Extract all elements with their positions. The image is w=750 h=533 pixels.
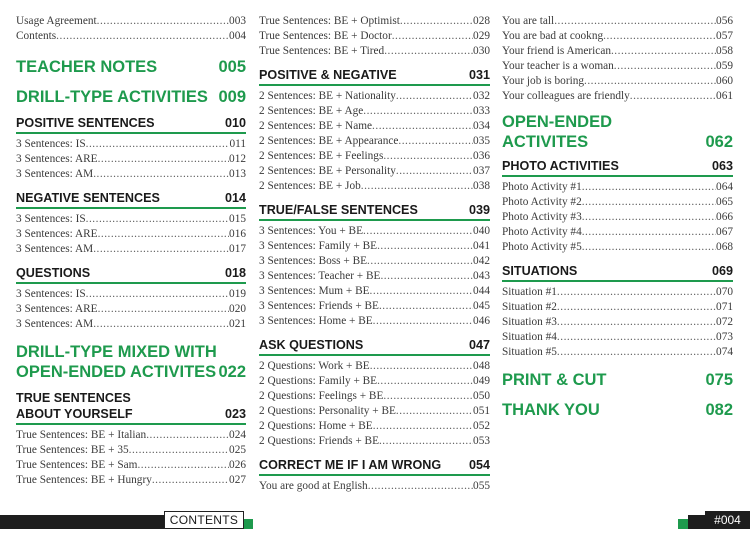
page-number: 020 — [229, 303, 246, 315]
dot-leader — [370, 359, 473, 374]
dot-leader — [377, 239, 473, 254]
dot-leader — [363, 224, 473, 239]
dot-leader — [379, 434, 473, 449]
dot-leader — [603, 29, 716, 44]
page-number: 051 — [473, 405, 490, 417]
toc-entry[interactable] — [259, 479, 490, 494]
entry-title: 3 Sentences: Friends + BE — [259, 300, 379, 312]
toc-entry[interactable] — [16, 302, 246, 317]
page-number: 058 — [716, 45, 733, 57]
dot-leader — [377, 374, 473, 389]
page-number: 010 — [224, 116, 246, 130]
toc-entry[interactable] — [502, 225, 733, 240]
toc-entry-usage-agreement[interactable] — [16, 14, 246, 29]
entry-title: 3 Sentences: AM — [16, 168, 94, 180]
section-true-false[interactable] — [259, 202, 490, 221]
toc-column-1 — [16, 14, 246, 488]
section-label: QUESTIONS — [16, 266, 91, 280]
heading-print-cut[interactable] — [502, 370, 733, 390]
page-number: 012 — [229, 153, 246, 165]
toc-entry[interactable] — [259, 434, 490, 449]
toc-entry[interactable] — [502, 300, 733, 315]
toc-entry[interactable] — [16, 473, 246, 488]
dot-leader — [98, 227, 229, 242]
section-label: TRUE SENTENCES ABOUT YOURSELF — [16, 391, 133, 421]
dot-leader — [379, 299, 473, 314]
section-photo-activities[interactable] — [502, 158, 733, 177]
dot-leader — [384, 44, 473, 59]
entry-title: Situation #2 — [502, 301, 557, 313]
page-number: 004 — [229, 30, 246, 42]
entry-title: 2 Questions: Home + BE — [259, 420, 373, 432]
dot-leader — [363, 104, 473, 119]
toc-entry[interactable] — [259, 14, 490, 29]
heading-open-ended[interactable] — [502, 112, 733, 152]
dot-leader — [396, 164, 473, 179]
section-label: POSITIVE & NEGATIVE — [259, 68, 397, 82]
entry-title: Your friend is American — [502, 45, 611, 57]
entry-title: 2 Sentences: BE + Age — [259, 105, 364, 117]
toc-entry[interactable] — [16, 137, 246, 152]
toc-entry[interactable] — [259, 404, 490, 419]
toc-entry[interactable] — [259, 359, 490, 374]
dot-leader — [611, 44, 716, 59]
page-number: 072 — [716, 316, 733, 328]
page-number: 037 — [473, 165, 490, 177]
toc-entry[interactable] — [259, 239, 490, 254]
dot-leader — [392, 29, 473, 44]
entry-title: Your colleagues are friendly — [502, 90, 630, 102]
dot-leader — [361, 179, 473, 194]
page-number: 064 — [716, 181, 733, 193]
dot-leader — [380, 269, 473, 284]
entry-title: 2 Questions: Personality + BE — [259, 405, 396, 417]
page-number: 069 — [711, 264, 733, 278]
entry-title: 2 Questions: Work + BE — [259, 360, 370, 372]
entry-title: Your teacher is a woman — [502, 60, 614, 72]
dot-leader — [93, 317, 229, 332]
heading-label: DRILL-TYPE MIXED WITH OPEN-ENDED ACTIVITES — [16, 343, 217, 381]
toc-entry[interactable] — [502, 14, 733, 29]
toc-entry-contents[interactable] — [16, 29, 246, 44]
page-number: 059 — [716, 60, 733, 72]
entry-title: True Sentences: BE + Italian — [16, 429, 147, 441]
toc-entry[interactable] — [16, 152, 246, 167]
entry-title: 3 Sentences: IS — [16, 213, 86, 225]
page-number: 027 — [229, 474, 246, 486]
toc-entry[interactable] — [259, 29, 490, 44]
toc-entry[interactable] — [259, 269, 490, 284]
page-number: 043 — [473, 270, 490, 282]
entry-title: Usage Agreement — [16, 15, 97, 27]
toc-entry[interactable] — [502, 74, 733, 89]
dot-leader — [129, 443, 229, 458]
page-number: 068 — [716, 241, 733, 253]
section-label: PHOTO ACTIVITIES — [502, 159, 619, 173]
toc-column-3 — [502, 14, 733, 420]
dot-leader — [86, 212, 229, 227]
heading-label: TEACHER NOTES — [16, 58, 158, 76]
dot-leader — [93, 167, 229, 182]
page-number: 050 — [473, 390, 490, 402]
toc-entry[interactable] — [502, 59, 733, 74]
section-label: CORRECT ME IF I AM WRONG — [259, 458, 442, 472]
entry-title: True Sentences: BE + Sam — [16, 459, 138, 471]
entry-title: 3 Sentences: Family + BE — [259, 240, 378, 252]
section-true-sentences[interactable] — [16, 390, 246, 425]
page-number: 075 — [705, 371, 733, 389]
dot-leader — [152, 473, 229, 488]
entry-title: You are tall — [502, 15, 555, 27]
entry-title: 3 Sentences: Boss + BE — [259, 255, 368, 267]
page-number: 030 — [473, 45, 490, 57]
dot-leader — [582, 225, 716, 240]
page-number: 082 — [705, 401, 733, 419]
toc-entry[interactable] — [502, 315, 733, 330]
heading-thank-you[interactable] — [502, 400, 733, 420]
toc-entry[interactable] — [259, 419, 490, 434]
page-number: 046 — [473, 315, 490, 327]
entry-title: 3 Sentences: Teacher + BE — [259, 270, 381, 282]
entry-title: Contents — [16, 30, 57, 42]
page-number: 067 — [716, 226, 733, 238]
toc-entry[interactable] — [16, 317, 246, 332]
dot-leader — [373, 314, 473, 329]
page-number: 062 — [705, 133, 733, 151]
dot-leader — [396, 89, 473, 104]
toc-entry[interactable] — [259, 389, 490, 404]
dot-leader — [400, 14, 473, 29]
dot-leader — [98, 152, 229, 167]
section-correct-me[interactable] — [259, 457, 490, 476]
page-number: 053 — [473, 435, 490, 447]
entry-title: 3 Sentences: You + BE — [259, 225, 363, 237]
page-number: 017 — [229, 243, 246, 255]
toc-entry[interactable] — [259, 119, 490, 134]
dot-leader — [582, 210, 716, 225]
page-number: 034 — [473, 120, 490, 132]
entry-title: 3 Sentences: AM — [16, 318, 94, 330]
page-number: 005 — [218, 58, 246, 76]
footer-left-bar — [0, 515, 164, 529]
page-number: 060 — [716, 75, 733, 87]
toc-entry[interactable] — [502, 330, 733, 345]
page-number: 015 — [229, 213, 246, 225]
heading-drill-type[interactable] — [16, 87, 246, 107]
toc-entry[interactable] — [502, 180, 733, 195]
toc-entry[interactable] — [259, 149, 490, 164]
dot-leader — [97, 14, 229, 29]
page-number: 063 — [711, 159, 733, 173]
entry-title: Photo Activity #5 — [502, 241, 582, 253]
entry-title: 2 Sentences: BE + Job — [259, 180, 361, 192]
section-ask-questions[interactable] — [259, 337, 490, 356]
page-number: 056 — [716, 15, 733, 27]
page-number: 022 — [218, 363, 246, 381]
toc-entry[interactable] — [16, 242, 246, 257]
toc-entry[interactable] — [259, 374, 490, 389]
page-number: 047 — [468, 338, 490, 352]
section-negative-sentences[interactable] — [16, 190, 246, 209]
page-number: 038 — [473, 180, 490, 192]
entry-title: Your job is boring — [502, 75, 585, 87]
dot-leader — [398, 134, 473, 149]
toc-entry[interactable] — [259, 164, 490, 179]
toc-entry[interactable] — [502, 210, 733, 225]
entry-title: Photo Activity #4 — [502, 226, 582, 238]
page-number: 019 — [229, 288, 246, 300]
page-number: 074 — [716, 346, 733, 358]
toc-entry[interactable] — [502, 195, 733, 210]
page-number: 024 — [229, 429, 246, 441]
footer-accent-right — [678, 519, 688, 529]
section-questions[interactable] — [16, 265, 246, 284]
entry-title: 2 Sentences: BE + Feelings — [259, 150, 384, 162]
toc-entry[interactable] — [16, 443, 246, 458]
dot-leader — [614, 59, 716, 74]
dot-leader — [557, 330, 716, 345]
entry-title: True Sentences: BE + Optimist — [259, 15, 400, 27]
page-number: 009 — [218, 88, 246, 106]
heading-label: DRILL-TYPE ACTIVITIES — [16, 88, 208, 106]
entry-title: 3 Sentences: Home + BE — [259, 315, 373, 327]
page-number: 044 — [473, 285, 490, 297]
page-number: 031 — [468, 68, 490, 82]
page-number: 023 — [224, 407, 246, 421]
section-label: POSITIVE SENTENCES — [16, 116, 155, 130]
toc-entry[interactable] — [259, 179, 490, 194]
toc-entry[interactable] — [259, 254, 490, 269]
dot-leader — [383, 389, 473, 404]
entry-title: Photo Activity #1 — [502, 181, 582, 193]
entry-title: Situation #5 — [502, 346, 557, 358]
entry-title: 3 Sentences: ARE — [16, 228, 98, 240]
dot-leader — [86, 287, 229, 302]
entry-title: True Sentences: BE + Doctor — [259, 30, 392, 42]
toc-entry[interactable] — [502, 345, 733, 360]
page-number-footer: #004 — [705, 511, 750, 529]
page-number: 016 — [229, 228, 246, 240]
page-number: 042 — [473, 255, 490, 267]
dot-leader — [582, 180, 716, 195]
page-number: 045 — [473, 300, 490, 312]
page-number: 011 — [229, 138, 246, 150]
toc-entry[interactable] — [259, 44, 490, 59]
entry-title: 2 Sentences: BE + Name — [259, 120, 373, 132]
heading-label: PRINT & CUT — [502, 371, 607, 389]
page-number: 014 — [224, 191, 246, 205]
section-label: TRUE/FALSE SENTENCES — [259, 203, 418, 217]
heading-teacher-notes[interactable] — [16, 57, 246, 77]
toc-entry[interactable] — [502, 29, 733, 44]
page-number: 057 — [716, 30, 733, 42]
dot-leader — [557, 300, 716, 315]
dot-leader — [557, 345, 716, 360]
dot-leader — [383, 149, 473, 164]
page-number: 003 — [229, 15, 246, 27]
entry-title: Situation #4 — [502, 331, 557, 343]
page-number: 032 — [473, 90, 490, 102]
toc-entry[interactable] — [259, 284, 490, 299]
dot-leader — [557, 285, 716, 300]
entry-title: 3 Sentences: Mum + BE — [259, 285, 370, 297]
page-number: 028 — [473, 15, 490, 27]
contents-footer-label[interactable]: CONTENTS — [164, 511, 244, 529]
toc-entry[interactable] — [502, 240, 733, 255]
toc-entry[interactable] — [16, 428, 246, 443]
entry-title: 2 Questions: Family + BE — [259, 375, 378, 387]
dot-leader — [554, 14, 716, 29]
page-number: 029 — [473, 30, 490, 42]
dot-leader — [630, 89, 716, 104]
page-number: 061 — [716, 90, 733, 102]
dot-leader — [557, 315, 716, 330]
page-number: 049 — [473, 375, 490, 387]
footer-accent-left — [244, 519, 253, 529]
page-number: 026 — [229, 459, 246, 471]
entry-title: 3 Sentences: IS — [16, 288, 86, 300]
entry-title: Situation #1 — [502, 286, 557, 298]
page-number: 041 — [473, 240, 490, 252]
page-number: 018 — [224, 266, 246, 280]
page-number: 040 — [473, 225, 490, 237]
page-number: 052 — [473, 420, 490, 432]
section-label: NEGATIVE SENTENCES — [16, 191, 160, 205]
page-number: 036 — [473, 150, 490, 162]
dot-leader — [396, 404, 473, 419]
footer-right-bar — [688, 515, 705, 529]
dot-leader — [137, 458, 229, 473]
dot-leader — [372, 119, 473, 134]
entry-title: 2 Questions: Friends + BE — [259, 435, 379, 447]
entry-title: Situation #3 — [502, 316, 557, 328]
toc-entry[interactable] — [16, 227, 246, 242]
page-number: 021 — [229, 318, 246, 330]
toc-entry[interactable] — [259, 89, 490, 104]
page-number: 065 — [716, 196, 733, 208]
entry-title: 3 Sentences: AM — [16, 243, 94, 255]
page-number: 055 — [473, 480, 490, 492]
entry-title: Photo Activity #2 — [502, 196, 582, 208]
toc-entry[interactable] — [259, 134, 490, 149]
entry-title: True Sentences: BE + 35 — [16, 444, 129, 456]
toc-column-2 — [259, 14, 490, 494]
toc-entry[interactable] — [16, 458, 246, 473]
section-label: SITUATIONS — [502, 264, 578, 278]
dot-leader — [98, 302, 229, 317]
page-number: 066 — [716, 211, 733, 223]
page-number: 013 — [229, 168, 246, 180]
page-number: 070 — [716, 286, 733, 298]
page-number: 033 — [473, 105, 490, 117]
toc-entry[interactable] — [16, 287, 246, 302]
page-number: 071 — [716, 301, 733, 313]
entry-title: 2 Sentences: BE + Personality — [259, 165, 396, 177]
dot-leader — [584, 74, 716, 89]
entry-title: You are good at English — [259, 480, 368, 492]
heading-label: THANK YOU — [502, 401, 600, 419]
toc-entry[interactable] — [502, 44, 733, 59]
heading-label: OPEN-ENDED ACTIVITES — [502, 113, 613, 151]
toc-entry[interactable] — [259, 224, 490, 239]
dot-leader — [93, 242, 229, 257]
entry-title: 2 Questions: Feelings + BE — [259, 390, 384, 402]
toc-entry[interactable] — [502, 285, 733, 300]
entry-title: 2 Sentences: BE + Nationality — [259, 90, 396, 102]
entry-title: Photo Activity #3 — [502, 211, 582, 223]
dot-leader — [582, 240, 716, 255]
entry-title: True Sentences: BE + Hungry — [16, 474, 152, 486]
entry-title: You are bad at cookng — [502, 30, 604, 42]
dot-leader — [146, 428, 229, 443]
toc-entry[interactable] — [259, 104, 490, 119]
dot-leader — [56, 29, 229, 44]
dot-leader — [582, 195, 716, 210]
section-positive-sentences[interactable] — [16, 115, 246, 134]
section-positive-negative[interactable] — [259, 67, 490, 86]
page-number: 073 — [716, 331, 733, 343]
section-label: ASK QUESTIONS — [259, 338, 364, 352]
toc-entry[interactable] — [259, 314, 490, 329]
page-number: 039 — [468, 203, 490, 217]
toc-entry[interactable] — [16, 167, 246, 182]
toc-entry[interactable] — [502, 89, 733, 104]
dot-leader — [368, 479, 473, 494]
page-number: 025 — [229, 444, 246, 456]
toc-entry[interactable] — [259, 299, 490, 314]
heading-drill-type-mixed[interactable] — [16, 342, 246, 382]
dot-leader — [370, 284, 474, 299]
toc-entry[interactable] — [16, 212, 246, 227]
entry-title: 3 Sentences: ARE — [16, 153, 98, 165]
dot-leader — [373, 419, 473, 434]
entry-title: 3 Sentences: IS — [16, 138, 86, 150]
page-number: 035 — [473, 135, 490, 147]
entry-title: 2 Sentences: BE + Appearance — [259, 135, 399, 147]
page-number: 048 — [473, 360, 490, 372]
page-number: 054 — [468, 458, 490, 472]
dot-leader — [86, 137, 230, 152]
entry-title: 3 Sentences: ARE — [16, 303, 98, 315]
section-situations[interactable] — [502, 263, 733, 282]
entry-title: True Sentences: BE + Tired — [259, 45, 385, 57]
dot-leader — [367, 254, 473, 269]
